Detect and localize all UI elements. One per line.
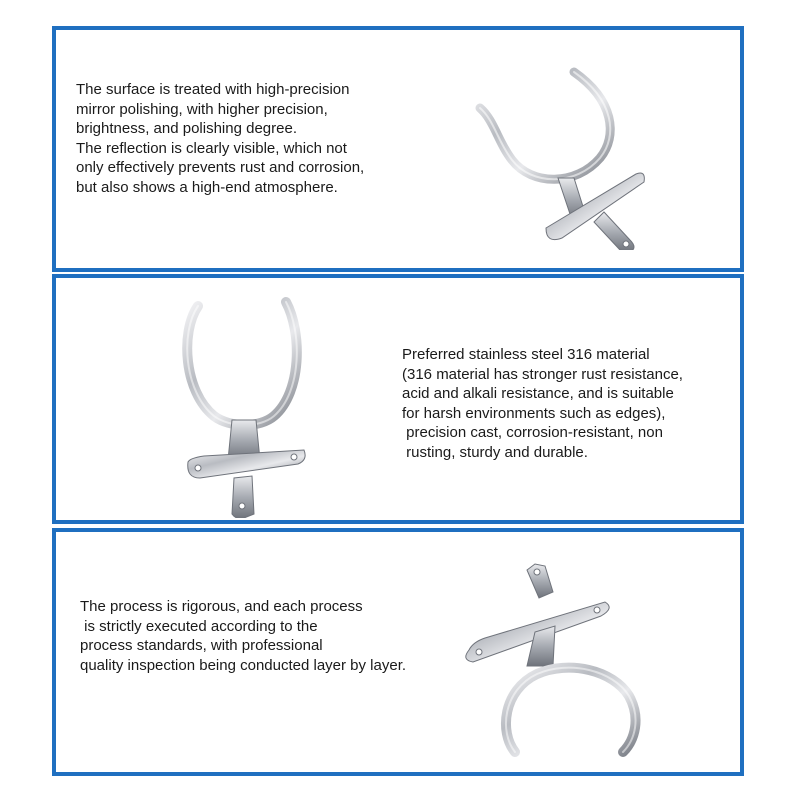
oarlock-inverted-image xyxy=(461,556,651,768)
feature-panel-material xyxy=(52,274,744,524)
material-description: Preferred stainless steel 316 material (316 material has stronger rust resistance, acid and alkali resistance, and is suitable for harsh environments such as edges), precision cast, corrosion-resistant, non rusting, sturdy and durable. xyxy=(402,346,683,461)
polishing-description: The surface is treated with high-precision mirror polishing, with higher precision, brightness, and polishing degree. The reflection is clearly visible, which not only effectively prevents rust and corrosion, but also shows a high-end atmosphere. xyxy=(76,81,365,196)
feature-panel-process xyxy=(52,528,744,776)
process-description: The process is rigorous, and each process is strictly executed according to the process standards, with professional quality inspection being conducted layer by layer. xyxy=(80,598,407,674)
oarlock-front-image xyxy=(174,292,314,518)
feature-panel-polishing xyxy=(52,26,744,272)
oarlock-angled-image xyxy=(454,50,654,250)
